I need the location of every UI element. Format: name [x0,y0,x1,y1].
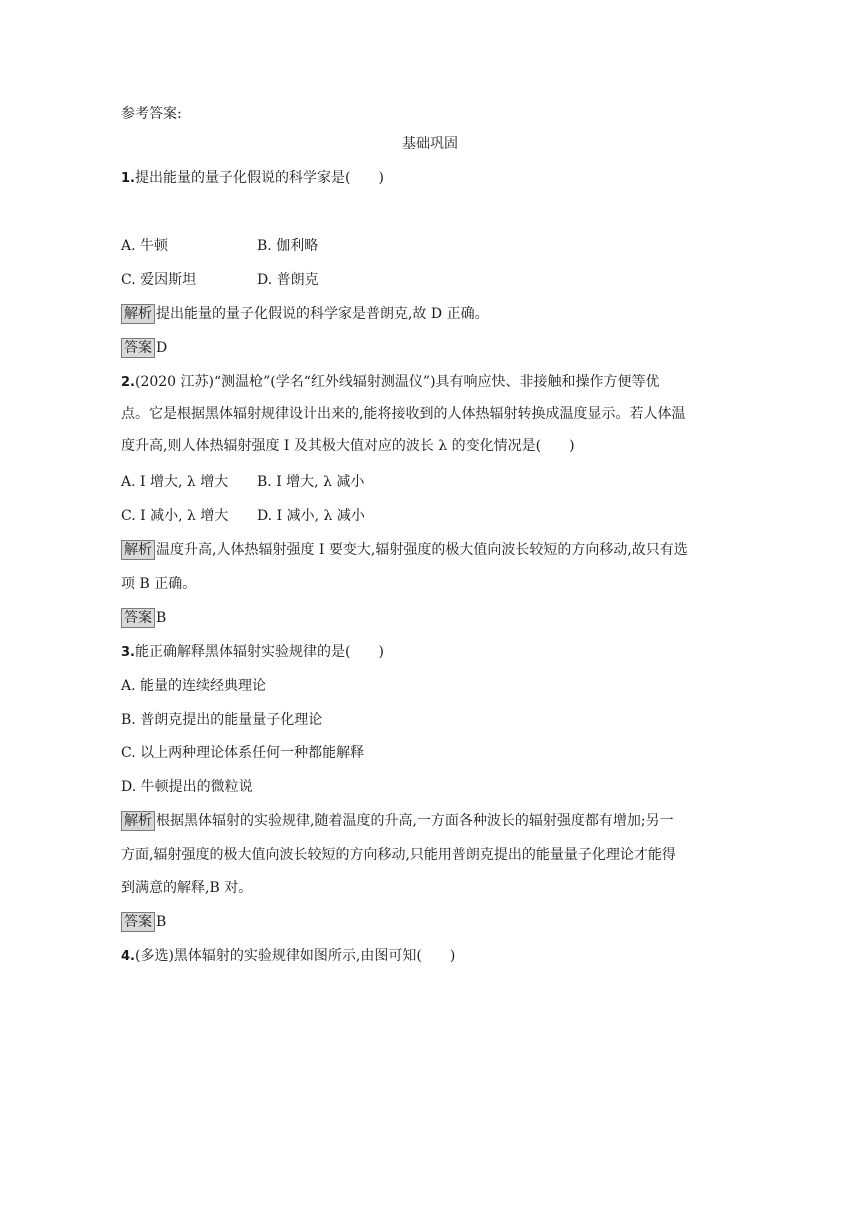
question-3-number: 3. [121,645,135,660]
section-title: 基础巩固 [402,136,458,152]
question-4-number: 4. [121,949,135,964]
question-3-option-b: B. 普朗克提出的能量量子化理论 [121,712,323,728]
question-2-number: 2. [121,375,135,390]
question-3-analysis [121,811,674,831]
question-2-stem-1: (2020 江苏)“测温枪”(学名“红外线辐射测温仪”)具有响应快、非接触和操作方便等优 [134,374,660,390]
question-1-number: 1. [121,171,135,186]
question-3-answer-value: B [156,914,167,930]
answer-tag: 答案 [121,912,155,932]
question-2-option-d: D. I 减小, λ 减小 [257,508,365,524]
question-3-option-c: C. 以上两种理论体系任何一种都能解释 [121,745,365,761]
question-2-stem-2: 点。它是根据黑体辐射规律设计出来的,能将接收到的人体热辐射转换成温度显示。若人体温 [121,406,686,422]
answer-tag: 答案 [121,608,155,628]
question-2-option-c: C. I 减小, λ 增大 [121,508,229,524]
question-1-analysis-text: 提出能量的量子化假说的科学家是普朗克,故 D 正确。 [156,306,489,322]
question-3-analysis-text-2: 方面,辐射强度的极大值向波长较短的方向移动,只能用普朗克提出的能量量子化理论才能得 [121,847,676,863]
analysis-tag: 解析 [121,811,155,831]
question-1-option-c: C. 爱因斯坦 [121,272,197,288]
question-2-line-1 [121,372,660,393]
question-2-stem-3: 度升高,则人体热辐射强度 I 及其极大值对应的波长 λ 的变化情况是( ) [121,438,575,454]
question-1-answer [121,338,167,358]
reference-answer-header: 参考答案: [121,106,182,122]
question-2-analysis-text-1: 温度升高,人体热辐射强度 I 要变大,辐射强度的极大值向波长较短的方向移动,故只有选 [156,542,688,558]
question-4-stem: (多选)黑体辐射的实验规律如图所示,由图可知( ) [134,948,456,964]
question-1-option-a: A. 牛顿 [121,238,169,254]
question-1-option-d: D. 普朗克 [257,272,319,288]
question-3 [121,642,384,663]
answer-tag: 答案 [121,338,155,358]
question-2-answer [121,608,166,628]
question-1 [121,168,384,189]
question-2-option-a: A. I 增大, λ 增大 [121,474,229,490]
question-1-option-b: B. 伽利略 [257,238,319,254]
analysis-tag: 解析 [121,540,155,560]
question-3-option-a: A. 能量的连续经典理论 [121,678,267,694]
analysis-tag: 解析 [121,304,155,324]
question-1-analysis [121,304,489,324]
question-2-option-b: B. I 增大, λ 减小 [257,474,365,490]
question-2-analysis-text-2: 项 B 正确。 [121,576,197,592]
question-3-answer [121,912,166,932]
question-3-stem: 能正确解释黑体辐射实验规律的是( ) [134,644,384,660]
question-1-stem: 提出能量的量子化假说的科学家是( ) [134,170,384,186]
question-2-answer-value: B [156,610,167,626]
question-1-answer-value: D [156,340,168,356]
question-2-analysis [121,540,688,560]
question-3-option-d: D. 牛顿提出的微粒说 [121,779,253,795]
question-4 [121,946,455,967]
question-3-analysis-text-3: 到满意的解释,B 对。 [121,880,253,896]
question-3-analysis-text-1: 根据黑体辐射的实验规律,随着温度的升高,一方面各种波长的辐射强度都有增加;另一 [156,813,674,829]
